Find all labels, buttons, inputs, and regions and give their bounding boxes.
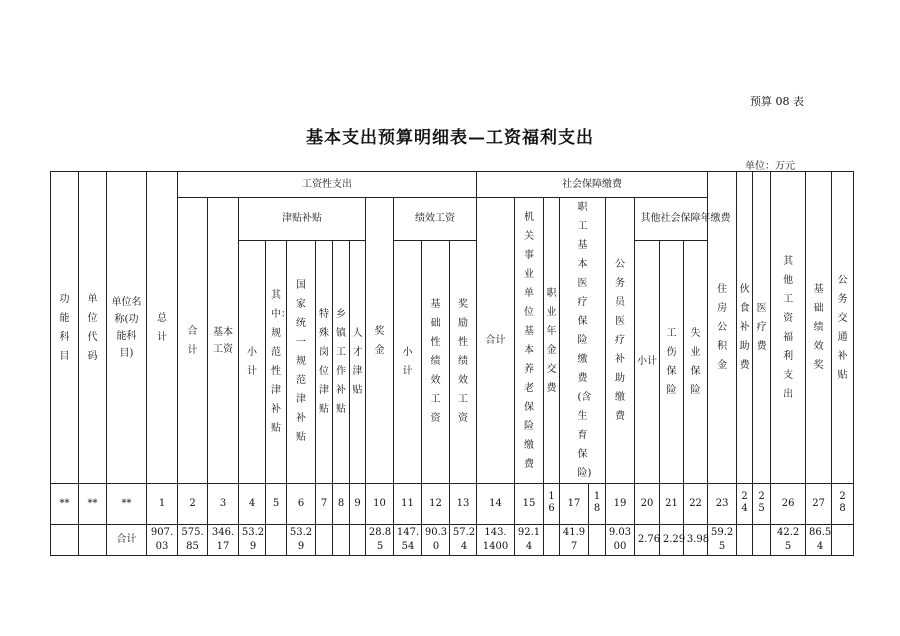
total-cell: 42.25	[771, 525, 806, 556]
unit-label: 单位：万元	[745, 161, 795, 172]
header-allowance-subtotal: 小计	[239, 240, 266, 483]
num-cell: 9	[350, 484, 366, 525]
header-perf-incentive: 奖励性绩效工资	[450, 240, 477, 483]
total-cell	[79, 525, 107, 556]
header-national-unified: 国家统一规范津补贴	[287, 240, 316, 483]
total-cell: 53.29	[287, 525, 316, 556]
total-cell: 90.30	[422, 525, 450, 556]
total-row	[51, 525, 854, 556]
num-cell: 1	[147, 484, 178, 525]
total-cell	[333, 525, 350, 556]
header-medical-fee: 医疗费	[753, 172, 771, 484]
header-other-subtotal: 小计	[635, 240, 660, 483]
header-base-perf-bonus: 基础绩效奖	[806, 172, 832, 484]
total-cell	[544, 525, 560, 556]
num-cell: 21	[660, 484, 684, 525]
num-cell: 14	[477, 484, 515, 525]
total-cell: 28.85	[366, 525, 394, 556]
header-transport: 公务交通补贴	[832, 172, 854, 484]
column-number-row	[51, 484, 854, 525]
header-meal: 伙食补助费	[737, 172, 753, 484]
total-cell: 86.54	[806, 525, 832, 556]
header-talent: 人才津贴	[350, 240, 366, 483]
num-cell: 13	[450, 484, 477, 525]
num-cell: 28	[832, 484, 854, 525]
total-cell: 41.97	[560, 525, 589, 556]
header-civil-medical: 公务员医疗补助缴费	[606, 198, 635, 484]
header-wage-subtotal: 合计	[178, 198, 208, 484]
num-cell: 15	[515, 484, 544, 525]
header-special-post: 特殊岗位津贴	[316, 240, 333, 483]
total-cell: 907.03	[147, 525, 178, 556]
header-annuity: 职业年金交费	[544, 198, 560, 484]
num-cell: 10	[366, 484, 394, 525]
total-cell: 346.17	[208, 525, 239, 556]
num-cell: 8	[333, 484, 350, 525]
num-cell: 16	[544, 484, 560, 525]
num-cell: **	[79, 484, 107, 525]
header-perf-group: 绩效工资	[394, 198, 477, 241]
num-cell: 19	[606, 484, 635, 525]
total-cell: 9.0300	[606, 525, 635, 556]
num-cell: 17	[560, 484, 589, 525]
total-cell: 合计	[107, 525, 147, 556]
total-cell	[266, 525, 287, 556]
header-unit-code: 单位代码	[79, 172, 107, 484]
num-cell: 26	[771, 484, 806, 525]
total-cell: 57.24	[450, 525, 477, 556]
num-cell: 3	[208, 484, 239, 525]
header-social-subtotal: 合计	[477, 198, 515, 484]
header-pension: 机关事业单位基本养老保险缴费	[515, 198, 544, 484]
total-cell	[832, 525, 854, 556]
total-cell	[350, 525, 366, 556]
num-cell: 2	[178, 484, 208, 525]
num-cell: 11	[394, 484, 422, 525]
header-wage-group: 工资性支出	[178, 172, 477, 198]
budget-table	[50, 171, 854, 556]
total-cell: 2.29	[660, 525, 684, 556]
num-cell: 7	[316, 484, 333, 525]
num-cell: 12	[422, 484, 450, 525]
num-cell: 24	[737, 484, 753, 525]
num-cell: 22	[684, 484, 708, 525]
header-row-top	[51, 172, 854, 198]
num-cell: 27	[806, 484, 832, 525]
header-perf-subtotal: 小计	[394, 240, 422, 483]
header-other-social-group: 其他社会保障年缴费	[635, 198, 737, 241]
header-injury: 工伤保险	[660, 240, 684, 483]
header-allowance-norm: 其中：规范性津补贴	[266, 240, 287, 483]
num-cell: 23	[708, 484, 737, 525]
total-cell: 147.54	[394, 525, 422, 556]
total-cell	[589, 525, 606, 556]
total-cell: 3.98	[684, 525, 708, 556]
num-cell: 4	[239, 484, 266, 525]
num-cell: 5	[266, 484, 287, 525]
header-township: 乡镇工作补贴	[333, 240, 350, 483]
header-total: 总计	[147, 172, 178, 484]
page-title: 基本支出预算明细表—工资福利支出	[306, 128, 594, 148]
header-func-subject: 功能科目	[51, 172, 79, 484]
header-other-welfare: 其他工资福利支出	[771, 172, 806, 484]
total-cell	[753, 525, 771, 556]
total-cell: 92.14	[515, 525, 544, 556]
header-housing-fund: 住房公积金	[708, 172, 737, 484]
total-cell: 575.85	[178, 525, 208, 556]
header-perf-basic: 基础性绩效工资	[422, 240, 450, 483]
header-allowance-group: 津贴补贴	[239, 198, 366, 241]
header-social-group: 社会保障缴费	[477, 172, 708, 198]
total-cell: 2.76	[635, 525, 660, 556]
header-medical: 职工基本医疗保险缴费(含生育保险)	[560, 198, 606, 484]
total-cell	[51, 525, 79, 556]
header-unemployment: 失业保险	[684, 240, 708, 483]
header-basic-wage: 基本工资	[208, 198, 239, 484]
num-cell: **	[51, 484, 79, 525]
header-unit-name: 单位名称(功能科目)	[107, 172, 147, 484]
num-cell: 20	[635, 484, 660, 525]
total-cell: 53.29	[239, 525, 266, 556]
num-cell: **	[107, 484, 147, 525]
header-bonus: 奖金	[366, 198, 394, 484]
num-cell: 6	[287, 484, 316, 525]
num-cell: 18	[589, 484, 606, 525]
total-cell	[737, 525, 753, 556]
total-cell: 59.25	[708, 525, 737, 556]
total-cell	[316, 525, 333, 556]
num-cell: 25	[753, 484, 771, 525]
form-number: 预算 08 表	[750, 95, 804, 108]
total-cell: 143.1400	[477, 525, 515, 556]
